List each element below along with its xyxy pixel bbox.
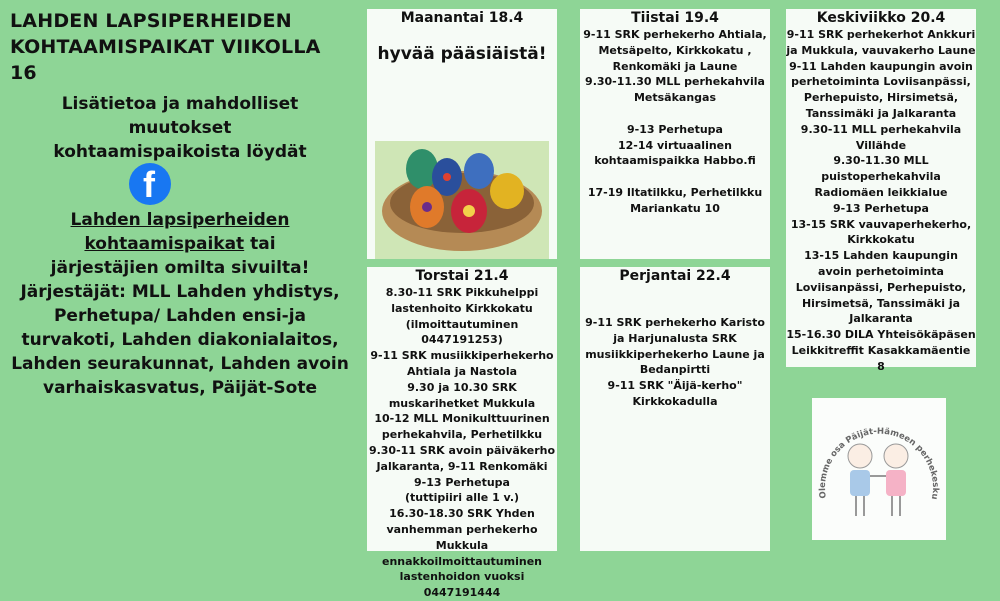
title-line-2: KOHTAAMISPAIKAT VIIKOLLA 16 bbox=[10, 36, 321, 84]
friday-card bbox=[580, 267, 770, 551]
link-line-1[interactable]: Lahden lapsiperheiden bbox=[70, 210, 290, 230]
tuesday-heading: Tiistai 19.4 bbox=[631, 10, 719, 26]
tuesday-card bbox=[580, 9, 770, 259]
svg-text:Olemme osa Päijät-Hämeen perhe: Olemme osa Päijät-Hämeen perhekesku bbox=[817, 426, 941, 501]
thursday-heading: Torstai 21.4 bbox=[415, 268, 509, 284]
friday-heading: Perjantai 22.4 bbox=[619, 268, 731, 284]
info-line-2: muutokset bbox=[128, 118, 232, 138]
facebook-icon[interactable]: f bbox=[129, 163, 171, 205]
title-line-1: LAHDEN LAPSIPERHEIDEN bbox=[10, 10, 292, 32]
info-text bbox=[10, 92, 350, 164]
tuesday-schedule: 9-11 SRK perhekerho Ahtiala, Metsäpelto, Kirkkokatu , Renkomäki ja Laune 9.30-11.30 MLL perhekahvila Metsäkangas 9-13 Perhetupa 12-14 virtuaalinen kohtaamispaikka Habbo.fi 17-19 Iltatilkku, Perhetilkku Mariankatu 10 bbox=[583, 28, 767, 215]
logo-illustration bbox=[812, 398, 946, 540]
wednesday-card bbox=[786, 9, 976, 373]
perhekeskus-logo bbox=[812, 398, 946, 540]
link-line-2-rest: tai bbox=[244, 234, 276, 254]
thursday-schedule: 8.30-11 SRK Pikkuhelppi lastenhoito Kirkkokatu (ilmoittautuminen 0447191253) 9-11 SRK musiikkiperhekerho Ahtiala ja Nastola 9.30 ja 10.30 SRK muskarihetket Mukkula 10-12 MLL Monikulttuurinen perhekahvila, Perhetilkku 9.30-11 SRK avoin päiväkerho Jalkaranta, 9-11 Renkomäki 9-13 Perhetupa (tuttipiiri alle 1 v.) 16.30-18.30 SRK Yhden vanhemman perhekerho Mukkula ennakkoilmoittautuminen lastenhoidon vuoksi 0447191444 bbox=[368, 286, 556, 600]
monday-card bbox=[367, 9, 557, 259]
thursday-card bbox=[367, 267, 557, 600]
easter-eggs-image bbox=[375, 141, 549, 259]
info-line-3: kohtaamispaikoista löydät bbox=[53, 142, 307, 162]
friday-schedule: 9-11 SRK perhekerho Karisto ja Harjunalusta SRK musiikkiperhekerho Laune ja Bedanpirtti 9-11 SRK "Äijä-kerho" Kirkkokadulla bbox=[585, 316, 765, 408]
organizers-text: Järjestäjät: MLL Lahden yhdistys, Perhetupa/ Lahden ensi-ja turvakoti, Lahden diakonialaitos, Lahden seurakunnat, Lahden avoin varhaiskasvatus, Päijät-Sote bbox=[11, 282, 349, 398]
easter-greeting: hyvää pääsiäistä! bbox=[377, 44, 547, 64]
page-title bbox=[10, 8, 350, 86]
links-and-organizers bbox=[10, 208, 350, 400]
info-line-1: Lisätietoa ja mahdolliset bbox=[61, 94, 299, 114]
wednesday-schedule: 9-11 SRK perhekerhot Ankkuri ja Mukkula, vauvakerho Laune 9-11 Lahden kaupungin avoin perhetoiminta Loviisanpässi, Perhepuisto, Hirsimetsä, Tanssimäki ja Jalkaranta 9.30-11 MLL perhekahvila Villähde 9.30-11.30 MLL puistoperhekahvila Radiomäen leikkialue 9-13 Perhetupa 13-15 SRK vauvaperhekerho, Kirkkokatu 13-15 Lahden kaupungin avoin perhetoiminta Loviisanpässi, Perhepuisto, Hirsimetsä, Tanssimäki ja Jalkaranta 15-16.30 DILA Yhteisökäpäsen Leikkitreffit Kasakkamäentie 8 bbox=[786, 28, 976, 373]
facebook-link[interactable]: kohtaamispaikat bbox=[84, 234, 245, 254]
wednesday-heading: Keskiviikko 20.4 bbox=[816, 10, 946, 26]
monday-heading: Maanantai 18.4 bbox=[400, 10, 524, 26]
info-line-4: järjestäjien omilta sivuilta! bbox=[50, 258, 310, 278]
